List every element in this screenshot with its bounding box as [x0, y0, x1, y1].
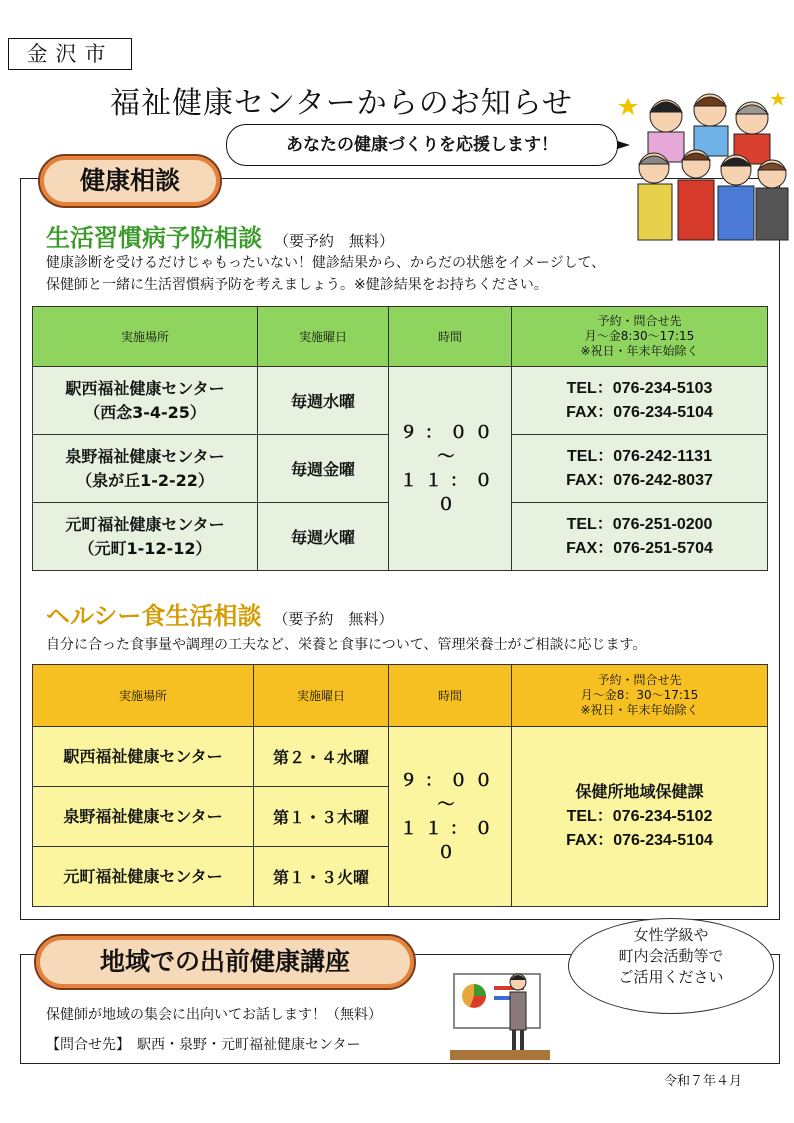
- day-cell: 毎週水曜: [258, 367, 389, 435]
- contact-name: 保健所地域保健課: [575, 783, 704, 801]
- place-address: （泉が丘1-2-22）: [76, 470, 214, 490]
- place-name: 駅西福祉健康センター: [65, 378, 225, 398]
- lifestyle-heading: [46, 218, 394, 253]
- diet-heading-sub: （要予約 無料）: [273, 610, 394, 628]
- contact-cell: [512, 367, 768, 435]
- fax-number: FAX：076-234-5104: [566, 831, 713, 849]
- table-row: [33, 367, 768, 435]
- day-cell: 第２・４水曜: [254, 727, 389, 787]
- place-cell: 駅西福祉健康センター: [33, 727, 254, 787]
- tel-number: TEL：076-242-1131: [567, 447, 712, 465]
- outreach-description: 保健師が地域の集会に出向いてお話します！（無料）: [46, 1007, 382, 1023]
- col-time: 時間: [389, 307, 512, 367]
- fax-number: FAX：076-234-5104: [566, 403, 713, 421]
- cheering-people-illustration: [618, 88, 790, 244]
- contact-header-line1: 予約・問合せ先: [597, 673, 682, 687]
- diet-table: [32, 664, 768, 907]
- contact-header-line1: 予約・問合せ先: [597, 314, 682, 328]
- place-cell: 泉野福祉健康センター: [33, 787, 254, 847]
- city-label: 金沢市: [8, 38, 132, 70]
- table-row: [33, 727, 768, 787]
- place-name: 元町福祉健康センター: [65, 514, 225, 534]
- day-cell: 第１・３火曜: [254, 847, 389, 907]
- lifestyle-table: [32, 306, 768, 571]
- col-day: 実施曜日: [258, 307, 389, 367]
- place-cell: [33, 435, 258, 503]
- section-label-health-consultation: 健康相談: [38, 154, 222, 208]
- time-cell: [389, 727, 512, 907]
- place-cell: [33, 367, 258, 435]
- col-place: 実施場所: [33, 307, 258, 367]
- presenter-illustration: [450, 966, 554, 1062]
- section-label-outreach: 地域での出前健康講座: [34, 934, 416, 990]
- place-address: （元町1-12-12）: [78, 538, 212, 558]
- tel-number: TEL：076-251-0200: [566, 515, 713, 533]
- contact-cell: [512, 503, 768, 571]
- contact-cell: [512, 435, 768, 503]
- place-cell: [33, 503, 258, 571]
- time-cell: [389, 367, 512, 571]
- col-time: 時間: [389, 665, 512, 727]
- lifestyle-desc-line1: 健康診断を受けるだけじゃもったいない！健診結果から、からだの状態をイメージして、: [46, 255, 606, 271]
- lifestyle-table-header: [33, 307, 768, 367]
- contact-header-line2: 月～金8:30～17:15: [584, 329, 695, 343]
- tagline-bubble: あなたの健康づくりを応援します！: [226, 124, 618, 166]
- fax-number: FAX：076-242-8037: [566, 471, 713, 489]
- contact-cell: [512, 727, 768, 907]
- day-cell: 毎週金曜: [258, 435, 389, 503]
- col-day: 実施曜日: [254, 665, 389, 727]
- day-cell: 毎週火曜: [258, 503, 389, 571]
- diet-table-header: [33, 665, 768, 727]
- contact-header-line3: ※祝日・年末年始除く: [580, 703, 699, 717]
- col-place: 実施場所: [33, 665, 254, 727]
- tel-number: TEL：076-234-5103: [566, 379, 713, 397]
- place-cell: 元町福祉健康センター: [33, 847, 254, 907]
- day-cell: 第１・３木曜: [254, 787, 389, 847]
- lifestyle-heading-sub: （要予約 無料）: [274, 232, 395, 250]
- time-start: ９：００: [400, 770, 500, 791]
- time-end: １１：００: [400, 470, 500, 515]
- outreach-contact: 【問合せ先】 駅西・泉野・元町福祉健康センター: [46, 1037, 361, 1053]
- page-title: 福祉健康センターからのお知らせ: [110, 86, 573, 121]
- diet-heading: [46, 596, 393, 631]
- col-contact: [512, 307, 768, 367]
- contact-header-line3: ※祝日・年末年始除く: [580, 344, 699, 358]
- col-contact: [512, 665, 768, 727]
- tel-number: TEL：076-234-5102: [566, 807, 713, 825]
- issue-date: 令和７年４月: [664, 1074, 743, 1089]
- time-end: １１：００: [400, 818, 500, 863]
- diet-description: 自分に合った食事量や調理の工夫など、栄養と食事について、管理栄養士がご相談に応じます。: [46, 637, 647, 653]
- lifestyle-description: [46, 252, 605, 296]
- place-address: （西念3-4-25）: [84, 402, 206, 422]
- lifestyle-heading-text: 生活習慣病予防相談: [46, 224, 262, 252]
- time-sep: ～: [437, 446, 463, 467]
- diet-heading-text: ヘルシー食生活相談: [46, 602, 262, 630]
- bubble-line1: 女性学級や: [633, 926, 709, 944]
- usage-speech-bubble: [568, 918, 774, 1014]
- bubble-line3: ご活用ください: [618, 968, 724, 986]
- fax-number: FAX：076-251-5704: [566, 539, 713, 557]
- time-sep: ～: [437, 794, 463, 815]
- place-name: 泉野福祉健康センター: [65, 446, 225, 466]
- bubble-line2: 町内会活動等で: [618, 947, 724, 965]
- time-start: ９：００: [400, 422, 500, 443]
- lifestyle-desc-line2: 保健師と一緒に生活習慣病予防を考えましょう。※健診結果をお持ちください。: [46, 277, 548, 293]
- contact-header-line2: 月～金8：30～17:15: [580, 688, 699, 702]
